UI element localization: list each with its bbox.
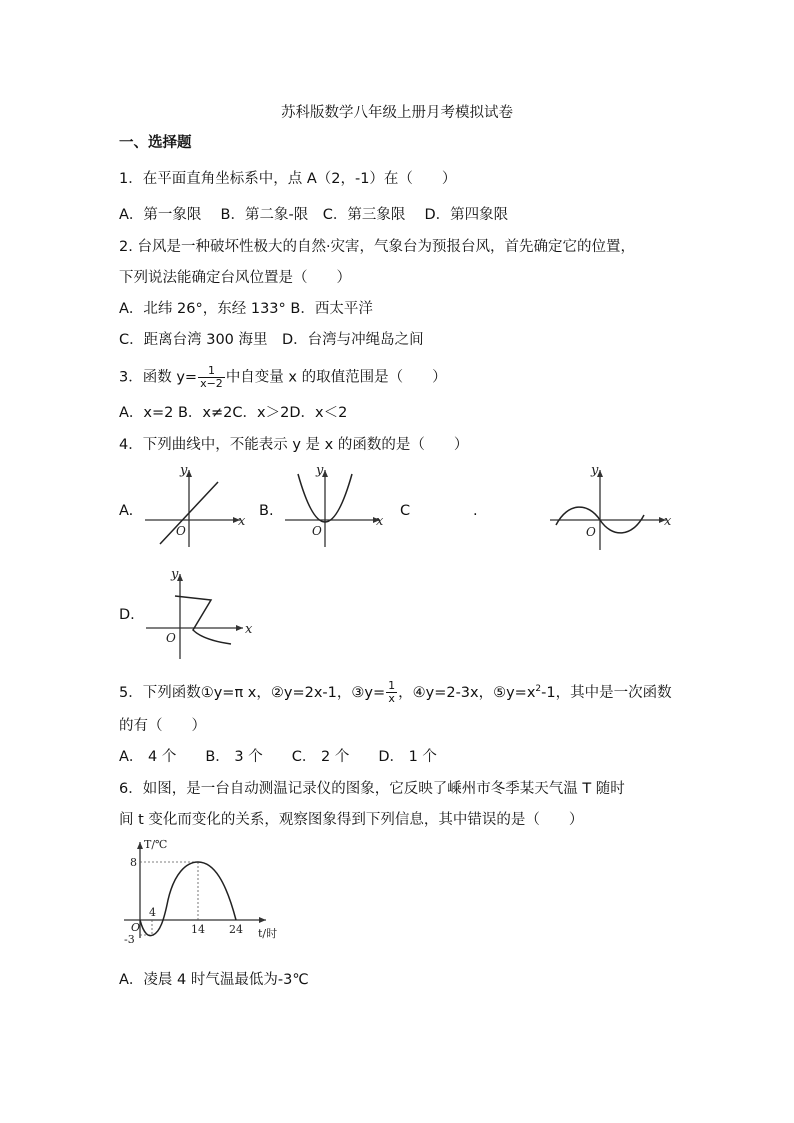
graph-b-y-label: y bbox=[316, 463, 324, 478]
question-4-label-c-dot: . bbox=[473, 503, 478, 519]
question-3-suffix: 中自变量 x 的取值范围是（ ） bbox=[225, 369, 447, 386]
question-5-fraction-denominator: x bbox=[386, 692, 397, 705]
question-1-options: A．第一象限 B．第二象-限 C．第三象限 D．第四象限 bbox=[119, 207, 509, 223]
section-heading: 一、选择题 bbox=[119, 135, 192, 151]
temp-graph-tick-4: 4 bbox=[149, 906, 156, 919]
question-5-exponent: 2 bbox=[535, 684, 542, 694]
question-6-stem-line2: 间 t 变化而变化的关系，观察图象得到下列信息，其中错误的是（ ） bbox=[119, 812, 584, 828]
question-3-fraction-denominator: x−2 bbox=[200, 377, 223, 390]
temp-graph-x-arrow bbox=[259, 917, 266, 923]
question-5-options: A． 4 个 B． 3 个 C． 2 个 D． 1 个 bbox=[119, 749, 437, 765]
graph-c-y-label: y bbox=[591, 463, 599, 478]
question-4-graph-b bbox=[280, 462, 390, 547]
question-4-graph-a bbox=[140, 462, 250, 547]
question-6-option-a: A．凌晨 4 时气温最低为-3℃ bbox=[119, 972, 309, 988]
question-6-temperature-graph bbox=[118, 836, 288, 948]
graph-b-origin: O bbox=[312, 524, 322, 538]
question-5-part3: -1，其中是一次函数 bbox=[541, 684, 672, 701]
question-3-prefix: 3．函数 y= bbox=[119, 369, 198, 386]
question-5-part2: ，④y=2-3x，⑤y=x bbox=[398, 684, 536, 701]
question-4-label-d: D. bbox=[119, 607, 135, 623]
graph-d-x-arrow bbox=[236, 625, 243, 631]
question-2-stem-line1: 2. 台风是一种破坏性极大的自然·灾害，气象台为预报台风，首先确定它的位置， bbox=[119, 239, 636, 255]
question-3-fraction bbox=[198, 365, 225, 390]
question-4-stem: 4．下列曲线中，不能表示 y 是 x 的函数的是（ ） bbox=[119, 437, 469, 453]
graph-b-x-label: x bbox=[376, 514, 384, 529]
graph-c-x-label: x bbox=[664, 514, 672, 529]
graph-d-x-label: x bbox=[245, 622, 253, 637]
temp-graph-origin: O bbox=[131, 921, 141, 934]
graph-a-origin: O bbox=[176, 524, 186, 538]
question-6-stem-line1: 6．如图，是一台自动测温记录仪的图象，它反映了嵊州市冬季某天气温 T 随时 bbox=[119, 781, 625, 797]
graph-d-curve bbox=[175, 596, 231, 644]
question-5-stem-line1 bbox=[119, 679, 672, 705]
question-3-stem bbox=[119, 365, 447, 390]
question-4-label-a: A. bbox=[119, 503, 134, 519]
graph-a-x-label: x bbox=[238, 514, 246, 529]
temp-graph-tick-neg3: -3 bbox=[124, 933, 135, 946]
question-4-label-c: C bbox=[400, 503, 411, 519]
graph-c-origin: O bbox=[586, 525, 596, 539]
question-4-graph-c bbox=[548, 462, 678, 552]
question-4-graph-d bbox=[143, 566, 258, 661]
temp-graph-y-arrow bbox=[137, 842, 143, 849]
question-4-label-b: B. bbox=[259, 503, 274, 519]
temp-graph-tick-14: 14 bbox=[191, 923, 205, 936]
page-title: 苏科版数学八年级上册月考模拟试卷 bbox=[281, 105, 513, 121]
question-5-stem-line2: 的有（ ） bbox=[119, 718, 206, 734]
question-5-fraction bbox=[386, 680, 397, 705]
graph-d-y-label: y bbox=[171, 567, 179, 582]
question-3-options: A．x=2 B．x≠2C．x＞2D．x＜2 bbox=[119, 405, 348, 421]
question-2-options-cd: C．距离台湾 300 海里 D．台湾与冲绳岛之间 bbox=[119, 332, 424, 348]
temp-graph-tick-8: 8 bbox=[130, 856, 137, 869]
temp-graph-curve bbox=[140, 862, 236, 936]
graph-d-origin: O bbox=[166, 631, 176, 645]
graph-a-y-label: y bbox=[180, 463, 188, 478]
question-2-options-ab: A．北纬 26°，东经 133° B．西太平洋 bbox=[119, 301, 373, 317]
question-1-stem: 1．在平面直角坐标系中，点 A（2，-1）在（ ） bbox=[119, 171, 457, 187]
question-2-stem-line2: 下列说法能确定台风位置是（ ） bbox=[119, 270, 351, 286]
question-5-fraction-numerator: 1 bbox=[388, 679, 396, 693]
question-3-fraction-numerator: 1 bbox=[207, 364, 215, 377]
temp-graph-x-label: t/时 bbox=[258, 927, 278, 940]
temp-graph-tick-24: 24 bbox=[229, 923, 243, 936]
temp-graph-y-label: T/℃ bbox=[144, 838, 168, 851]
question-5-part1: 5．下列函数①y=π x，②y=2x-1，③y= bbox=[119, 684, 386, 701]
